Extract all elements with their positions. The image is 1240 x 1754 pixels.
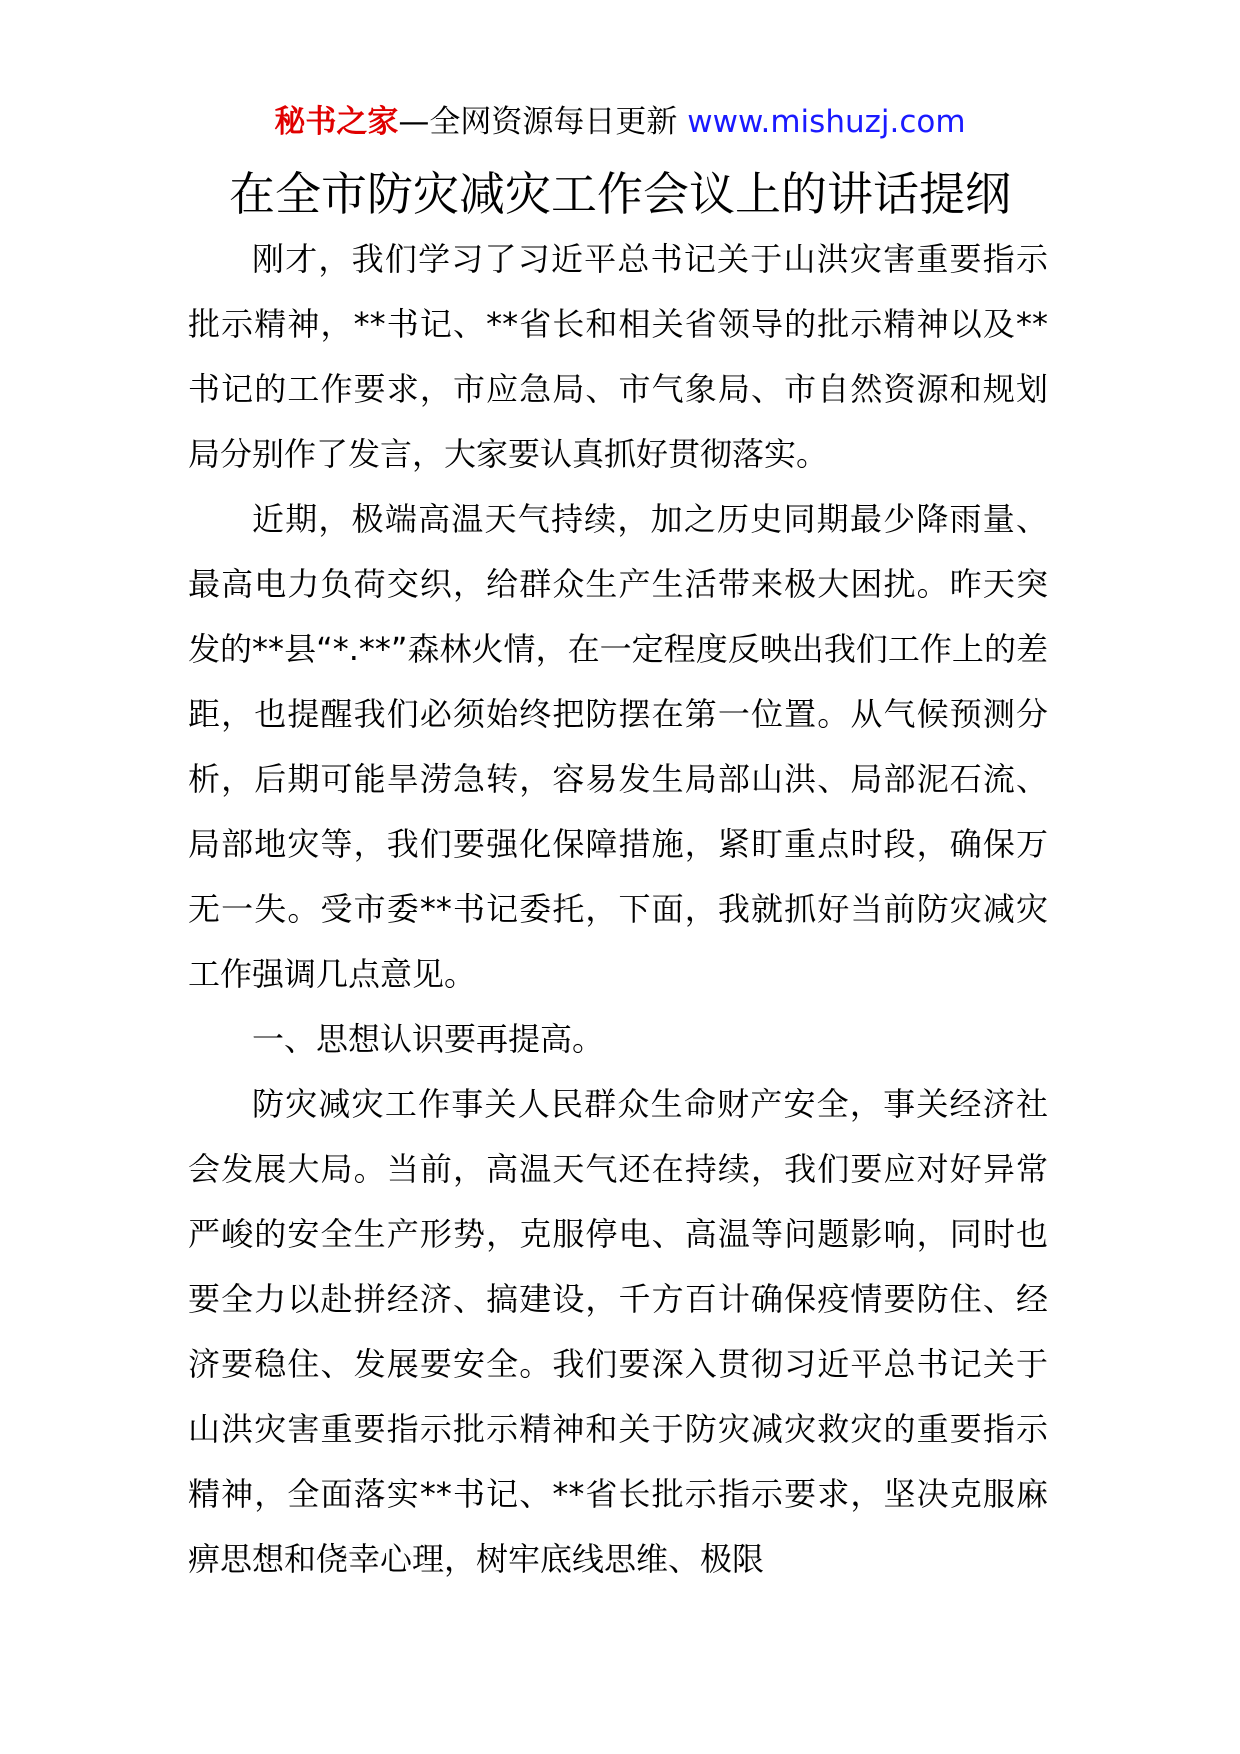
paragraph-section-one: 防灾减灾工作事关人民群众生命财产安全，事关经济社会发展大局。当前，高温天气还在持续，我们要应对好异常严峻的安全生产形势，克服停电、高温等问题影响，同时也要全力以赴拼经济、搞建设，千方百计确保疫情要防住、经济要稳住、发展要安全。我们要深入贯彻习近平总书记关于山洪灾害重要指示批示精神和关于防灾减灾救灾的重要指示精神，全面落实**书记、**省长批示指示要求，坚决克服麻痹思想和侥幸心理，树牢底线思维、极限 [188,1085,1048,1578]
document-body [188,227,1048,1592]
site-header [0,100,1240,144]
site-brand: 秘书之家 [274,104,399,140]
document-title: 在全市防灾减灾工作会议上的讲话提纲 [229,167,1011,221]
paragraph-intro: 刚才，我们学习了习近平总书记关于山洪灾害重要指示批示精神，**书记、**省长和相关省领导的批示精神以及**书记的工作要求，市应急局、市气象局、市自然资源和规划局分别作了发言，大家要认真抓好贯彻落实。 [188,240,1048,473]
paragraph-situation: 近期，极端高温天气持续，加之历史同期最少降雨量、最高电力负荷交织，给群众生产生活带来极大困扰。昨天突发的**县“*.**”森林火情，在一定程度反映出我们工作上的差距，也提醒我们必须始终把防摆在第一位置。从气候预测分析，后期可能旱涝急转，容易发生局部山洪、局部泥石流、局部地灾等，我们要强化保障措施，紧盯重点时段，确保万无一失。受市委**书记委托，下面，我就抓好当前防灾减灾工作强调几点意见。 [188,500,1048,993]
site-slogan: —全网资源每日更新 [398,104,688,140]
section-heading-one: 一、思想认识要再提高。 [252,1020,605,1058]
site-url[interactable]: www.mishuzj.com [687,104,966,140]
